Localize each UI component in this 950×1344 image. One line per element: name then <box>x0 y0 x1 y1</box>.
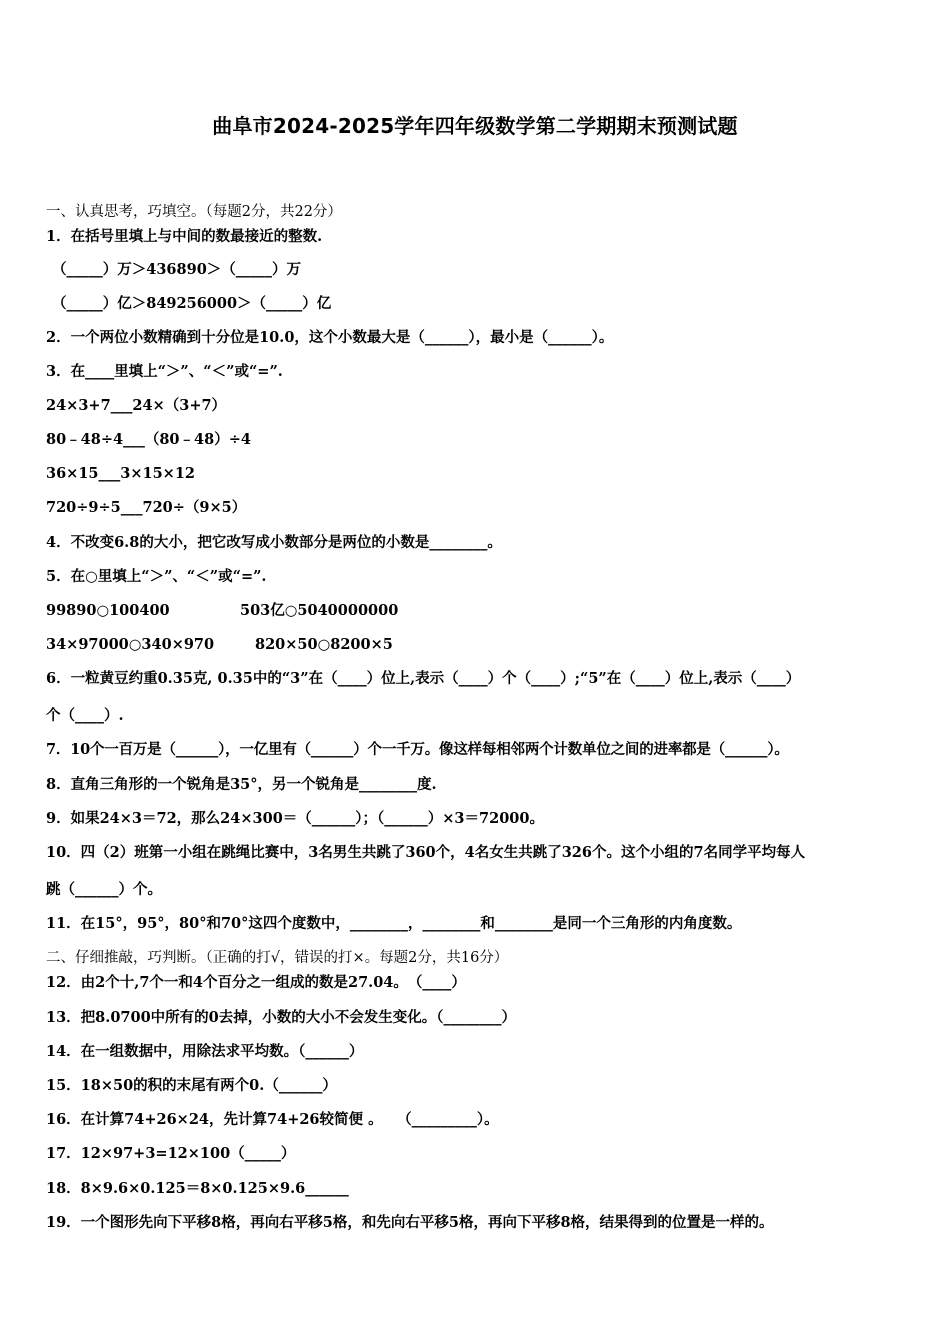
question-6-line-1: 6．一粒黄豆约重0.35克, 0.35中的“3”在（____）位上,表示（____）个（____）;“5”在（____）位上,表示（____） <box>46 670 801 687</box>
question-16: 16．在计算74+26×24，先计算74+26较简便 。 （_________）。 <box>46 1111 499 1128</box>
question-4: 4．不改变6.8的大小，把它改写成小数部分是两位的小数是________。 <box>46 534 502 551</box>
question-6-line-2: 个（____）. <box>46 707 124 724</box>
question-7: 7．10个一百万是（______），一亿里有（______）个一千万。像这样每相邻两个计数单位之间的进率都是（______）。 <box>46 741 789 758</box>
question-1: 1．在括号里填上与中间的数最接近的整数. <box>46 228 323 245</box>
question-14: 14．在一组数据中，用除法求平均数。（______） <box>46 1043 364 1060</box>
question-3-item-1: 24×3+7___24×（3+7） <box>46 397 227 414</box>
question-1-line-1: （_____）万＞436890＞（_____）万 <box>52 261 302 278</box>
question-3-item-4: 720÷9÷5___720÷（9×5） <box>46 499 247 516</box>
question-3: 3．在____里填上“＞”、“＜”或“=”. <box>46 363 283 380</box>
question-15: 15．18×50的积的末尾有两个0.（______） <box>46 1077 337 1094</box>
question-18: 18．8×9.6×0.125＝8×0.125×9.6______ <box>46 1180 349 1197</box>
question-9: 9．如果24×3＝72，那么24×300＝（______）；（______）×3＝72000。 <box>46 810 544 827</box>
question-2: 2．一个两位小数精确到十分位是10.0，这个小数最大是（______），最小是（______）。 <box>46 329 614 346</box>
question-1-line-2: （_____）亿＞849256000＞（_____）亿 <box>52 295 332 312</box>
section-2-heading: 二、仔细推敲，巧判断。（正确的打√，错误的打×。每题2分，共16分） <box>46 950 509 966</box>
question-3-item-2: 80﹣48÷4___（80﹣48）÷4 <box>46 431 251 448</box>
question-5-row-2-right: 820×50○8200×5 <box>255 636 393 653</box>
question-5-row-1-right: 503亿○5040000000 <box>240 602 399 619</box>
question-5-row-1-left: 99890○100400 <box>46 602 170 619</box>
question-17: 17．12×97+3=12×100（_____） <box>46 1145 296 1162</box>
question-11: 11．在15°，95°，80°和70°这四个度数中，________，________和________是同一个三角形的内角度数。 <box>46 915 742 932</box>
question-19: 19．一个图形先向下平移8格，再向右平移5格，和先向右平移5格，再向下平移8格，结果得到的位置是一样的。 <box>46 1214 774 1231</box>
question-13: 13．把8.0700中所有的0去掉，小数的大小不会发生变化。（________） <box>46 1009 517 1026</box>
question-10-line-2: 跳（______）个。 <box>46 881 162 898</box>
question-8: 8．直角三角形的一个锐角是35°，另一个锐角是________度. <box>46 776 437 793</box>
page-title: 曲阜市2024-2025学年四年级数学第二学期期末预测试题 <box>212 114 738 138</box>
question-3-item-3: 36×15___3×15×12 <box>46 465 196 482</box>
question-5-row-2-left: 34×97000○340×970 <box>46 636 215 653</box>
question-5: 5．在○里填上“＞”、“＜”或“=”. <box>46 568 267 585</box>
question-10-line-1: 10．四（2）班第一小组在跳绳比赛中，3名男生共跳了360个，4名女生共跳了326个。这个小组的7名同学平均每人 <box>46 844 806 861</box>
section-1-heading: 一、认真思考，巧填空。（每题2分，共22分） <box>46 204 342 220</box>
question-12: 12．由2个十,7个一和4个百分之一组成的数是27.04。 （____） <box>46 974 466 991</box>
